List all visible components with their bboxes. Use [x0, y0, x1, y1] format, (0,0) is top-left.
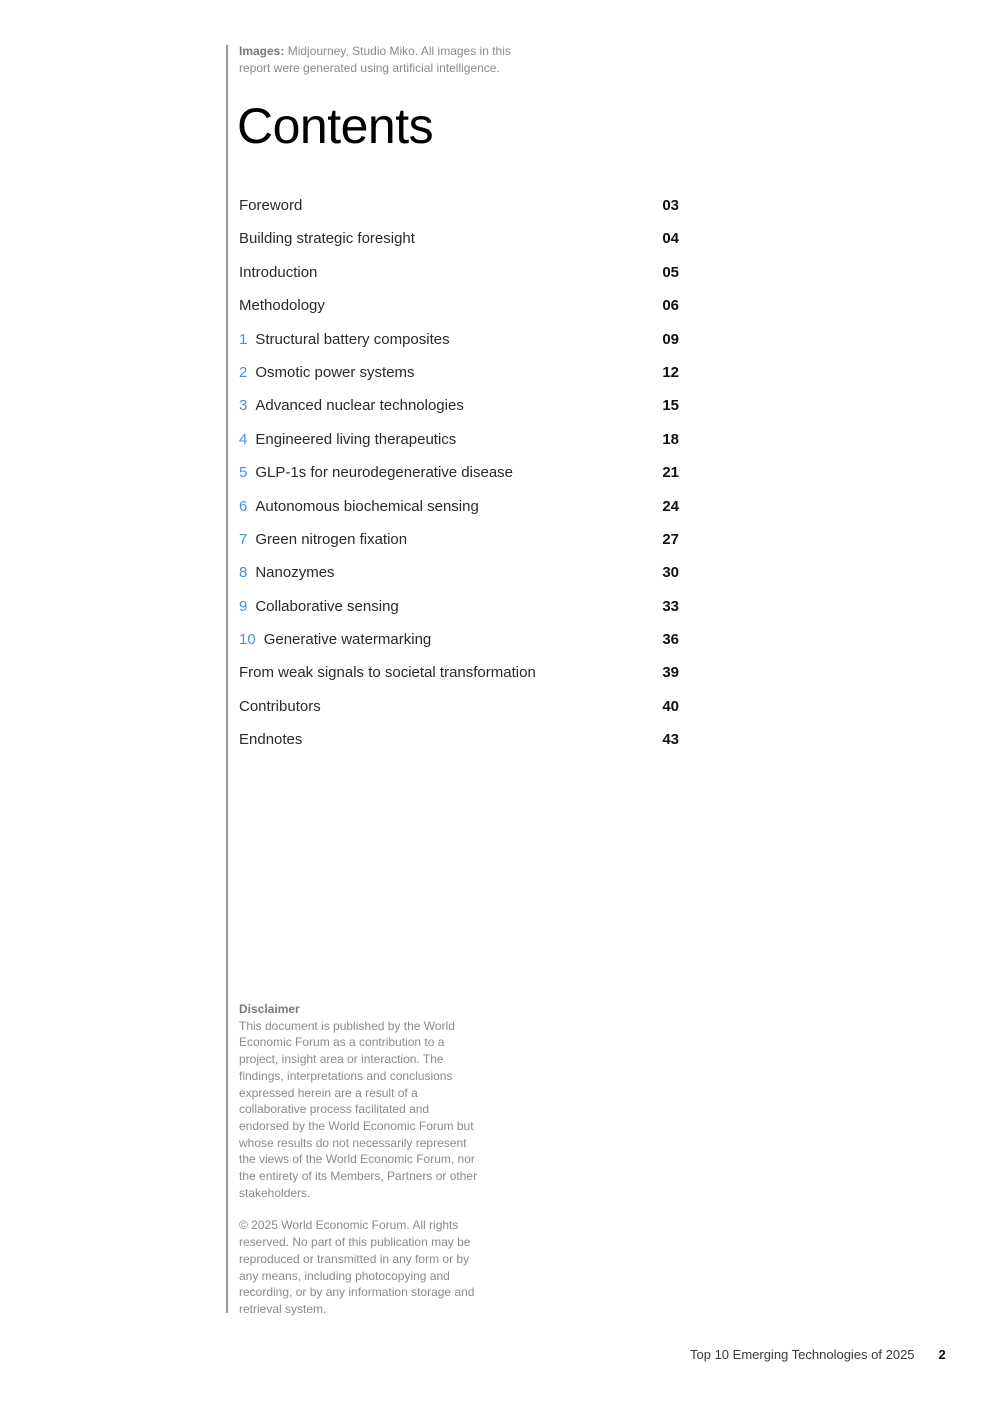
toc-entry-page: 15 — [662, 397, 679, 415]
toc-entry-page: 05 — [662, 263, 679, 281]
image-credits — [239, 43, 529, 77]
toc-entry[interactable] — [239, 593, 679, 626]
toc-entry[interactable] — [239, 459, 679, 492]
disclaimer-body: This document is published by the World Economic Forum as a contribution to a project, insight area or interaction. The findings, interpretations and conclusions expressed herein are a result of a collaborative process facilitated and endorsed by the World Economic Forum but whose results do not necessarily represent the views of the World Economic Forum, nor the entirety of its Members, Partners or other stakeholders. — [239, 1018, 478, 1200]
image-credits-text: Midjourney, Studio Miko. All images in this report were generated using artificial intelligence. — [239, 44, 511, 75]
toc-entry-label: Building strategic foresight — [239, 230, 415, 248]
toc-entry[interactable] — [239, 493, 679, 526]
table-of-contents — [239, 192, 679, 760]
toc-entry-title — [239, 192, 302, 220]
toc-entry[interactable] — [239, 726, 679, 759]
toc-entry-page: 12 — [662, 363, 679, 381]
footer-page-number: 2 — [938, 1347, 946, 1362]
toc-entry-label: Collaborative sensing — [255, 597, 399, 615]
toc-entry-page: 21 — [662, 464, 679, 482]
toc-entry-page: 24 — [662, 497, 679, 515]
toc-entry-title — [239, 493, 479, 521]
toc-entry-label: Contributors — [239, 697, 321, 715]
toc-entry-page: 30 — [662, 564, 679, 582]
toc-entry-label: GLP-1s for neurodegenerative disease — [255, 464, 514, 482]
toc-entry[interactable] — [239, 626, 679, 659]
toc-entry-title — [239, 426, 456, 454]
toc-entry-label: Autonomous biochemical sensing — [255, 497, 479, 515]
toc-entry-label: Green nitrogen fixation — [255, 530, 408, 548]
toc-entry-title — [239, 693, 321, 721]
toc-entry-page: 40 — [662, 697, 679, 715]
toc-entry-page: 18 — [662, 430, 679, 448]
toc-entry-page: 27 — [662, 530, 679, 548]
toc-entry[interactable] — [239, 392, 679, 425]
toc-entry[interactable] — [239, 526, 679, 559]
toc-entry-label: Generative watermarking — [263, 631, 432, 649]
toc-entry-label: Engineered living therapeutics — [255, 430, 457, 448]
toc-entry-page: 43 — [662, 731, 679, 749]
toc-entry-title — [239, 459, 513, 487]
toc-entry-title — [239, 326, 450, 354]
toc-entry-label: Advanced nuclear technologies — [255, 397, 464, 415]
toc-entry-number: 9 — [239, 597, 248, 615]
toc-entry-label: Introduction — [239, 263, 318, 281]
toc-entry[interactable] — [239, 426, 679, 459]
toc-entry-label: Endnotes — [239, 731, 303, 749]
page-title: Contents — [237, 98, 434, 154]
toc-entry-number: 1 — [239, 330, 248, 348]
toc-entry-title — [239, 359, 415, 387]
toc-entry-page: 33 — [662, 597, 679, 615]
toc-entry-number: 8 — [239, 564, 248, 582]
toc-entry[interactable] — [239, 259, 679, 292]
toc-entry-page: 04 — [662, 230, 679, 248]
toc-entry-number: 6 — [239, 497, 248, 515]
toc-entry-page: 06 — [662, 297, 679, 315]
toc-entry[interactable] — [239, 326, 679, 359]
toc-entry-title — [239, 259, 317, 287]
toc-entry-label: Nanozymes — [255, 564, 335, 582]
toc-entry-label: Foreword — [239, 197, 303, 214]
toc-entry[interactable] — [239, 559, 679, 592]
footer-doc-title: Top 10 Emerging Technologies of 2025 — [690, 1347, 915, 1362]
toc-entry-page: 39 — [662, 664, 679, 682]
toc-entry-number: 10 — [239, 631, 256, 649]
toc-entry-number: 4 — [239, 430, 248, 448]
toc-entry-title — [239, 659, 536, 687]
toc-entry-title — [239, 626, 431, 654]
toc-entry-title — [239, 225, 415, 253]
image-credits-label: Images: — [239, 44, 285, 58]
disclaimer-block — [239, 1001, 479, 1318]
toc-entry-title — [239, 593, 399, 621]
toc-entry-page: 03 — [662, 197, 679, 214]
toc-entry-label: Methodology — [239, 297, 325, 315]
copyright-notice: © 2025 World Economic Forum. All rights reserved. No part of this publication may be reproduced or transmitted in any form or by any means, including photocopying and recording, or by any information storage and retrieval system. — [239, 1218, 475, 1316]
toc-entry-label: Osmotic power systems — [255, 363, 415, 381]
toc-entry[interactable] — [239, 659, 679, 692]
toc-entry-title — [239, 292, 325, 320]
left-margin-rule — [226, 45, 228, 1313]
toc-entry[interactable] — [239, 292, 679, 325]
toc-entry-page: 36 — [662, 631, 679, 649]
toc-entry-page: 09 — [662, 330, 679, 348]
toc-entry[interactable] — [239, 359, 679, 392]
toc-entry-title — [239, 726, 302, 754]
toc-entry[interactable] — [239, 693, 679, 726]
page-footer — [690, 1346, 946, 1364]
toc-entry-number: 3 — [239, 397, 248, 415]
toc-entry-number: 2 — [239, 363, 248, 381]
toc-entry-label: From weak signals to societal transformation — [239, 664, 536, 682]
toc-entry-title — [239, 392, 464, 420]
toc-entry-number: 5 — [239, 464, 248, 482]
toc-entry-title — [239, 559, 335, 587]
toc-entry-title — [239, 526, 407, 554]
toc-entry[interactable] — [239, 225, 679, 258]
toc-entry-label: Structural battery composites — [255, 330, 450, 348]
toc-entry[interactable] — [239, 192, 679, 225]
toc-entry-number: 7 — [239, 530, 248, 548]
disclaimer-heading: Disclaimer — [239, 1002, 300, 1016]
